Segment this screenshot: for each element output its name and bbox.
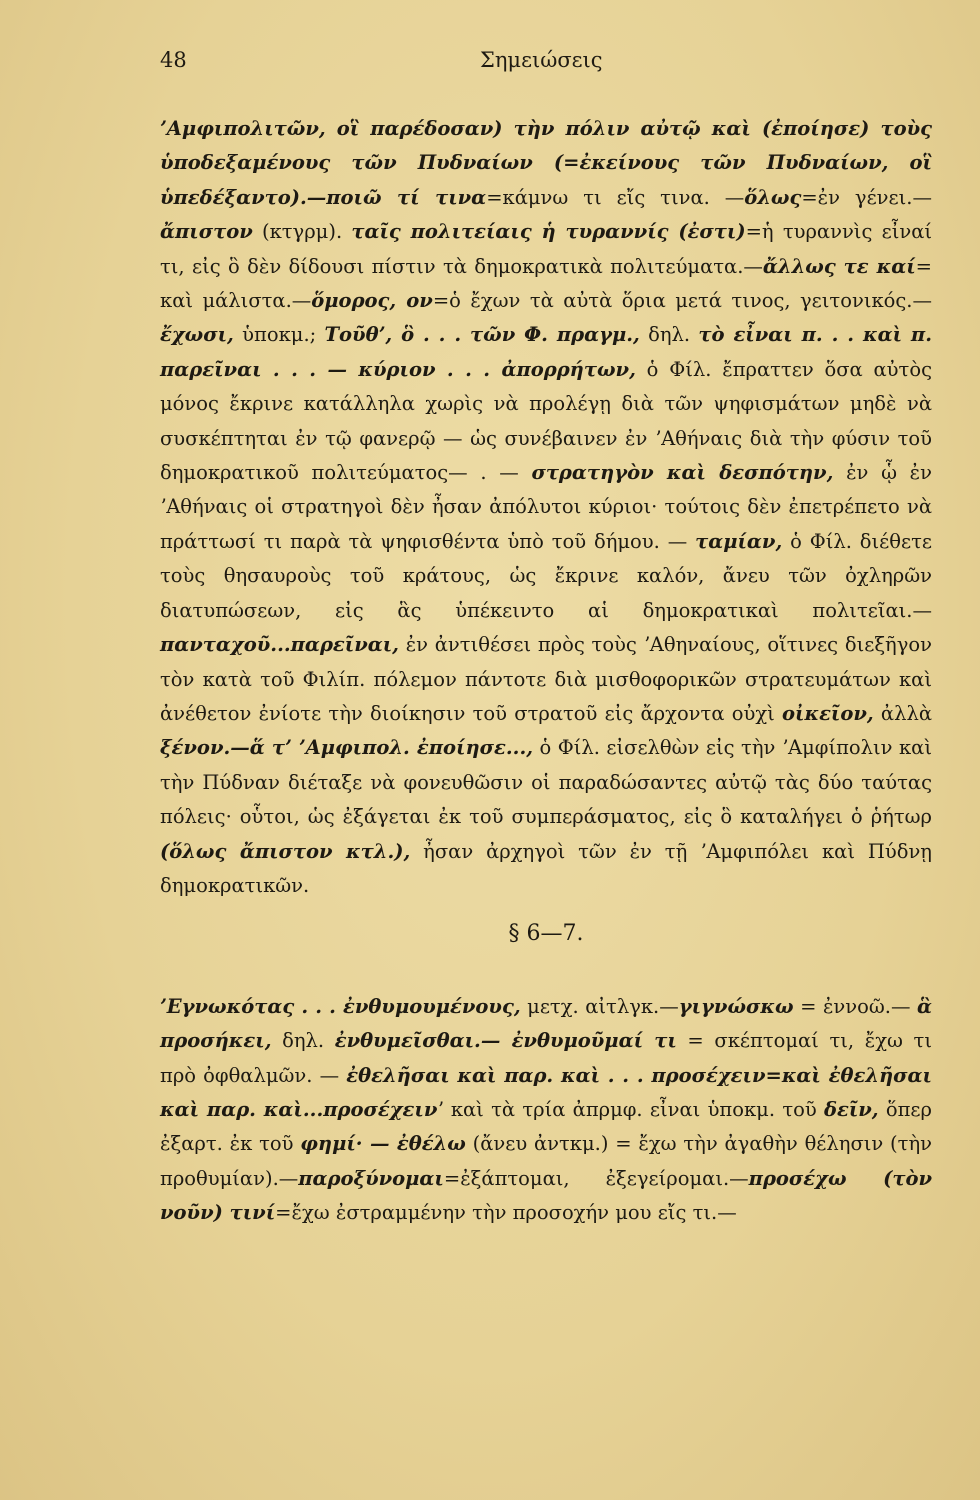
gloss-text: ὁ Φίλ. ἔπραττεν ὅσα αὐτὸς μόνος ἔκρινε κατάλληλα χωρὶς νὰ προλέγῃ διὰ τῶν ψηφισμάτων μηδὲ νὰ συσκέπτηται ἐν τῷ φανερῷ — ὡς συνέβαινεν ἐν ʼΑθήναις διὰ τὴν φύσιν τοῦ δημοκρατικοῦ πολιτεύματος— . — bbox=[160, 357, 932, 485]
lemma-term: στρατηγὸν καὶ δεσπότην, bbox=[531, 461, 834, 485]
lemma-term: Τοῦθʼ, ὃ . . . τῶν Φ. πραγμ., bbox=[324, 323, 640, 347]
lemma-term: ξένον.—ἅ τʼ ʼΑμφιπολ. ἐποίησε..., bbox=[160, 736, 534, 760]
lemma-term: ἐθελῆσαι καὶ παρ. καὶ . . . προσέχειν=καὶ ἐθελῆσαι καὶ παρ. καὶ...προσέχειν bbox=[160, 1063, 932, 1121]
gloss-text: (κτγρμ). bbox=[252, 220, 352, 244]
commentary-paragraph-1 bbox=[160, 112, 932, 903]
page-number: 48 bbox=[160, 48, 187, 72]
gloss-text: ὁ Φίλ. διέθετε τοὺς θησαυροὺς τοῦ κράτους, ὡς ἔκρινε καλόν, ἄνευ τῶν ὀχληρῶν διατυπώσεων, εἰς ἃς ὑπέκειντο αἱ δημοκρατικαὶ πολιτεῖαι.— bbox=[160, 529, 933, 622]
lemma-term: ʼΑμφιπολιτῶν, οἳ παρέδοσαν) τὴν πόλιν αὐτῷ καὶ (ἐποίησε) τοὺς ὑποδεξαμένους τῶν Πυδναίων (=ἐκείνους τῶν Πυδναίων, οἳ ὑπεδέξαντο).—ποιῶ τί τινα bbox=[160, 117, 932, 209]
gloss-text: ἦσαν ἀρχηγοὶ τῶν ἐν τῇ ʼΑμφιπόλει καὶ Πύδνῃ δημοκρατικῶν. bbox=[160, 839, 932, 897]
gloss-text: =ἐξάπτομαι, ἐξεγείρομαι.— bbox=[443, 1166, 749, 1190]
gloss-text: = ἐννοῶ.— bbox=[793, 994, 917, 1018]
gloss-text: =κάμνω τι εἴς τινα. — bbox=[486, 185, 745, 209]
body-text bbox=[160, 112, 932, 1231]
lemma-term: οἰκεῖον, bbox=[782, 701, 874, 725]
gloss-text: = καὶ μάλιστα.— bbox=[160, 254, 932, 313]
gloss-text: ἀλλὰ bbox=[873, 701, 932, 725]
lemma-term: ἄπιστον bbox=[160, 220, 253, 244]
lemma-term: φημί· — ἐθέλω bbox=[300, 1132, 466, 1156]
gloss-text: =ἡ τυραννὶς εἶναί τι, εἰς ὃ δὲν δίδουσι πίστιν τὰ δημοκρατικὰ πολιτεύματα.— bbox=[160, 220, 933, 278]
gloss-text: ὁ Φίλ. εἰσελθὼν εἰς τὴν ʼΑμφίπολιν καὶ τὴν Πύδναν διέταξε νὰ φονευθῶσιν οἱ παραδώσαντες αὐτῷ τὰς δύο ταύτας πόλεις· οὗτοι, ὡς ἐξάγεται ἐκ τοῦ συμπεράσματος, εἰς ὃ καταλήγει ὁ ῥήτωρ bbox=[160, 736, 932, 829]
page-header bbox=[160, 48, 940, 78]
commentary-paragraph-2 bbox=[160, 990, 932, 1231]
section-heading: § 6—7. bbox=[508, 921, 584, 947]
lemma-term: (ὅλως ἄπιστον κτλ.), bbox=[160, 839, 411, 863]
gloss-text: ἐν ᾧ ἐν ʼΑθήναις οἱ στρατηγοὶ δὲν ἦσαν ἀπόλυτοι κύριοι· τούτοις δὲν ἐπετρέπετο νὰ πράττωσί τι παρὰ τὰ ψηφισθέντα ὑπὸ τοῦ δήμου. — bbox=[160, 461, 932, 553]
gloss-text: δηλ. bbox=[639, 323, 699, 347]
gloss-text: =ἔχω ἐστραμμένην τὴν προσοχήν μου εἴς τι.— bbox=[275, 1201, 737, 1225]
gloss-text: μετχ. αἰτλγκ.— bbox=[520, 994, 679, 1018]
gloss-text: ὅπερ ἐξαρτ. ἐκ τοῦ bbox=[160, 1097, 932, 1156]
lemma-term: ἄλλως τε καί bbox=[762, 254, 916, 278]
lemma-term: ἃ προσήκει, bbox=[160, 994, 932, 1053]
gloss-text: = σκέπτομαί τι, ἔχω τι πρὸ ὀφθαλμῶν. — bbox=[160, 1029, 932, 1087]
lemma-term: παροξύνομαι bbox=[298, 1166, 444, 1190]
lemma-term: τὸ εἶναι π. . . καὶ π. παρεῖναι . . . — κύριον . . . ἀπορρήτων, bbox=[160, 323, 932, 381]
gloss-text: =ἐν γένει.— bbox=[801, 185, 932, 209]
lemma-term: γιγνώσκω bbox=[678, 994, 794, 1018]
gloss-text: ἐν ἀντιθέσει πρὸς τοὺς ʼΑθηναίους, οἵτινες διεξῆγον τὸν κατὰ τοῦ Φιλίπ. πόλεμον πάντοτε διὰ μισθοφορικῶν στρατευμάτων καὶ ἀνέθετον ἐνίοτε τὴν διοίκησιν τοῦ στρατοῦ εἰς ἄρχοντα οὐχὶ bbox=[160, 633, 932, 725]
lemma-term: ταμίαν, bbox=[695, 529, 783, 553]
lemma-term: ὅλως bbox=[744, 185, 802, 209]
lemma-term: προσέχω (τὸν νοῦν) τινί bbox=[160, 1166, 932, 1225]
gloss-text: ʼ καὶ τὰ τρία ἀπρμφ. εἶναι ὑποκμ. τοῦ bbox=[437, 1097, 824, 1121]
lemma-term: πανταχοῦ...παρεῖναι, bbox=[160, 633, 399, 657]
gloss-text: =ὁ ἔχων τὰ αὐτὰ ὅρια μετά τινος, γειτονικός.— bbox=[432, 289, 933, 313]
lemma-term: ὅμορος, ον bbox=[311, 289, 433, 313]
gloss-text: δηλ. bbox=[271, 1029, 335, 1053]
lemma-term: ἐνθυμεῖσθαι.— ἐνθυμοῦμαί τι bbox=[334, 1029, 677, 1053]
lemma-term: ʼΕγνωκότας . . . ἐνθυμουμένους, bbox=[160, 994, 521, 1018]
lemma-term: ἔχωσι, bbox=[160, 323, 234, 347]
running-title: Σημειώσεις bbox=[480, 48, 603, 72]
lemma-term: δεῖν, bbox=[823, 1097, 879, 1121]
gloss-text: (ἄνευ ἀντκμ.) = ἔχω τὴν ἀγαθὴν θέλησιν (τὴν προθυμίαν).— bbox=[160, 1132, 932, 1190]
lemma-term: ταῖς πολιτείαις ἡ τυραννίς (ἐστι) bbox=[351, 220, 746, 244]
gloss-text: ὑποκμ.; bbox=[233, 323, 325, 347]
